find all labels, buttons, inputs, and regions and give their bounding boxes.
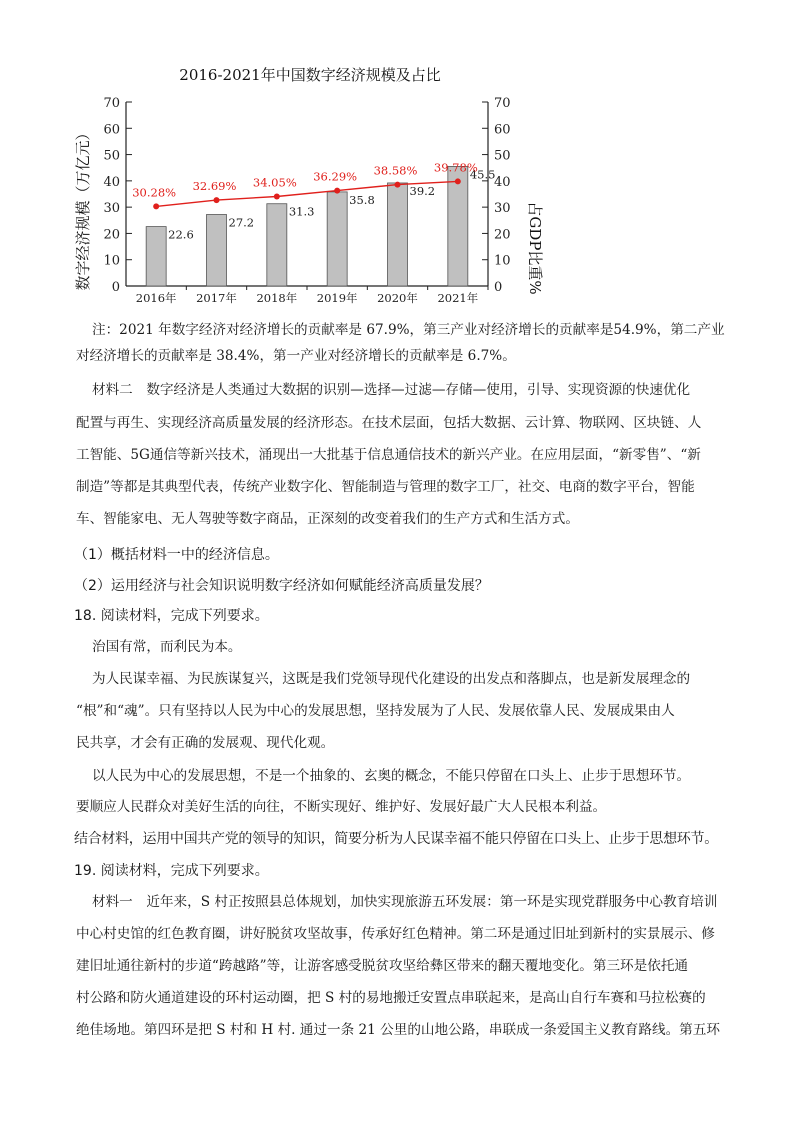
q18-p2-line-1: 以人民为中心的发展思想，不是一个抽象的、玄奥的概念，不能只停留在口头上、止步于思想环节。 bbox=[92, 768, 691, 784]
chart-title: 2016-2021年中国数字经济规模及占比 bbox=[179, 66, 441, 84]
gdp-share-label: 39.78% bbox=[433, 160, 478, 175]
q18-quote: 治国有常，而利民为本。 bbox=[92, 639, 242, 655]
q18-p2-line-2: 要顺应人民群众对美好生活的向往，不断实现好、维护好、发展好最广大人民根本利益。 bbox=[76, 799, 607, 815]
question-19-heading: 19. 阅读材料，完成下列要求。 bbox=[74, 863, 269, 879]
right-tick-label: 50 bbox=[494, 148, 511, 164]
question-18-heading: 18. 阅读材料，完成下列要求。 bbox=[74, 608, 269, 624]
bar bbox=[207, 215, 227, 286]
bar-value-label: 31.3 bbox=[288, 204, 315, 219]
q19-line-1: 材料一 近年来，S 村正按照县总体规划，加快实现旅游五环发展：第一环是实现党群服务中心教育培训 bbox=[92, 894, 718, 910]
right-tick-label: 70 bbox=[494, 96, 511, 111]
x-tick-label: 2019年 bbox=[316, 291, 358, 305]
question-17-1: （1）概括材料一中的经济信息。 bbox=[74, 547, 279, 563]
right-tick-label: 30 bbox=[494, 201, 511, 217]
q19-line-3: 建旧址通往新村的步道“跨越路”等，让游客感受脱贫攻坚给彝区带来的翻天覆地变化。第三环是依托通 bbox=[76, 958, 689, 974]
material2-line-2: 配置与再生、实现经济高质量发展的经济形态。在技术层面，包括大数据、云计算、物联网、区块链、人 bbox=[76, 415, 702, 431]
gdp-share-point bbox=[274, 193, 280, 199]
q18-p1-line-1: 为人民谋幸福、为民族谋复兴，这既是我们党领导现代化建设的出发点和落脚点，也是新发展理念的 bbox=[92, 671, 691, 687]
q19-line-5: 绝佳场地。第四环是把 S 村和 H 村. 通过一条 21 公里的山地公路，串联成一条爱国主义教育路线。第五环 bbox=[76, 1022, 720, 1038]
bar bbox=[146, 227, 166, 286]
right-tick-label: 60 bbox=[494, 122, 511, 138]
bar-value-label: 27.2 bbox=[228, 215, 255, 230]
question-17-2: （2）运用经济与社会知识说明数字经济如何赋能经济高质量发展？ bbox=[74, 578, 489, 594]
right-tick-label: 20 bbox=[494, 227, 511, 243]
bar bbox=[327, 192, 347, 286]
q18-p1-line-3: 民共享，才会有正确的发展观、现代化观。 bbox=[76, 735, 335, 751]
q19-line-4: 村公路和防火通道建设的环村运动圈，把 S 村的易地搬迁安置点串联起来，是高山自行车赛和马拉松赛的 bbox=[76, 990, 706, 1006]
left-tick-label: 40 bbox=[103, 174, 120, 190]
left-tick-label: 30 bbox=[103, 201, 120, 217]
x-tick-label: 2018年 bbox=[256, 291, 298, 305]
bar-value-label: 22.6 bbox=[168, 227, 194, 242]
gdp-share-label: 30.28% bbox=[132, 185, 177, 200]
x-tick-label: 2021年 bbox=[437, 291, 479, 305]
right-tick-label: 10 bbox=[494, 253, 511, 269]
x-tick-label: 2016年 bbox=[135, 291, 177, 305]
chart-note-line-2: 对经济增长的贡献率是 38.4%，第一产业对经济增长的贡献率是 6.7%。 bbox=[76, 348, 516, 364]
right-axis-label: 占GDP比重% bbox=[526, 201, 544, 295]
left-tick-label: 70 bbox=[103, 96, 120, 111]
gdp-share-label: 32.69% bbox=[192, 179, 237, 194]
left-tick-label: 60 bbox=[103, 122, 120, 138]
gdp-share-label: 38.58% bbox=[373, 163, 418, 178]
right-tick-label: 0 bbox=[494, 280, 503, 295]
material2-line-3: 工智能、5G通信等新兴技术，涌现出一大批基于信息通信技术的新兴产业。在应用层面，“新零售”、“新 bbox=[76, 447, 701, 463]
bar bbox=[267, 204, 287, 286]
gdp-share-point bbox=[395, 182, 401, 188]
q19-line-2: 中心村史馆的红色教育圈，讲好脱贫攻坚故事，传承好红色精神。第二环是通过旧址到新村的实景展示、修 bbox=[76, 926, 715, 942]
gdp-share-point bbox=[214, 197, 220, 203]
material2-line-1: 材料二 数字经济是人类通过大数据的识别—选择—过滤—存储—使用，引导、实现资源的快速优化 bbox=[92, 382, 691, 398]
digital-economy-chart bbox=[60, 58, 544, 318]
gdp-share-point bbox=[153, 203, 159, 209]
gdp-share-point bbox=[334, 188, 340, 194]
left-tick-label: 10 bbox=[103, 253, 120, 269]
gdp-share-point bbox=[455, 178, 461, 184]
gdp-share-label: 36.29% bbox=[313, 169, 358, 184]
left-tick-label: 20 bbox=[103, 227, 120, 243]
bar bbox=[388, 183, 408, 286]
chart-note-line-1: 注：2021 年数字经济对经济增长的贡献率是 67.9%，第三产业对经济增长的贡献率是54.9%，第二产业 bbox=[92, 322, 725, 338]
left-tick-label: 0 bbox=[111, 280, 120, 295]
right-tick-label: 40 bbox=[494, 174, 511, 190]
material2-line-4: 制造”等都是其典型代表，传统产业数字化、智能制造与管理的数字工厂，社交、电商的数字平台，智能 bbox=[76, 479, 695, 495]
left-axis-label: 数字经济规模（万亿元） bbox=[74, 125, 92, 291]
bar-value-label: 35.8 bbox=[349, 192, 375, 207]
question-18-task: 结合材料，运用中国共产党的领导的知识，简要分析为人民谋幸福不能只停留在口头上、止步于思想环节。 bbox=[74, 831, 718, 847]
left-tick-label: 50 bbox=[103, 148, 120, 164]
bar-value-label: 39.2 bbox=[409, 183, 436, 198]
q18-p1-line-2: “根”和“魂”。只有坚持以人民为中心的发展思想，坚持发展为了人民、发展依靠人民、发展成果由人 bbox=[76, 703, 675, 719]
gdp-share-label: 34.05% bbox=[252, 175, 297, 190]
x-tick-label: 2017年 bbox=[196, 291, 237, 305]
material2-line-5: 车、智能家电、无人驾驶等数字商品，正深刻的改变着我们的生产方式和生活方式。 bbox=[76, 511, 579, 527]
x-tick-label: 2020年 bbox=[377, 291, 418, 305]
bar-value-label: 45.5 bbox=[469, 167, 496, 182]
